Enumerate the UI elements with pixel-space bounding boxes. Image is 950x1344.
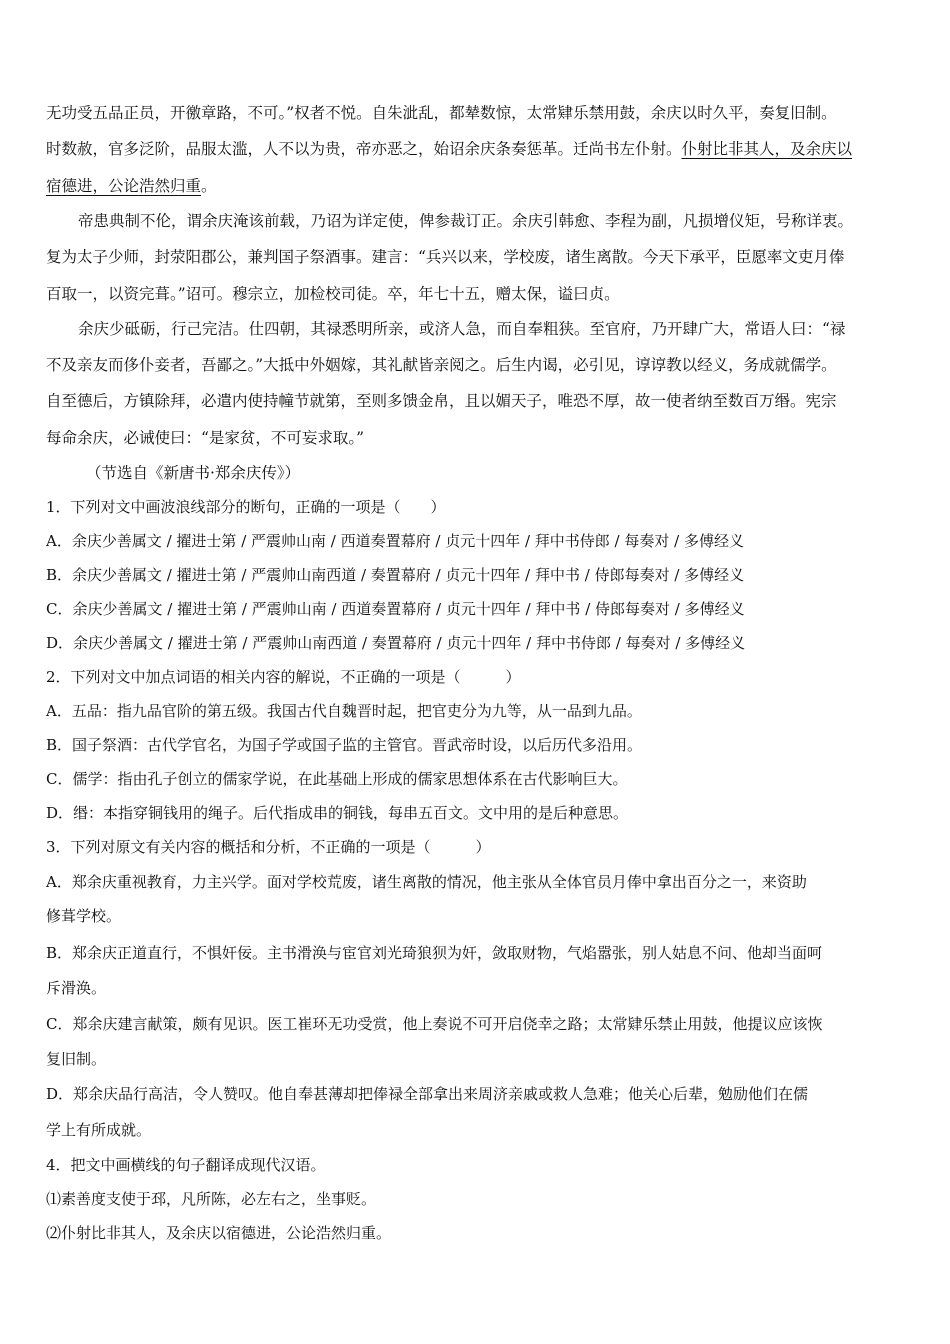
- question-option: D．郑余庆品行高洁，令人赞叹。他自奉甚薄却把俸禄全部拿出来周济亲戚或救人急难；他关心后辈，勉励他们在儒: [46, 1085, 809, 1103]
- question-option-continued: 修葺学校。: [46, 907, 122, 925]
- passage-line: 百取一，以资完葺。”诏可。穆宗立，加检校司徒。卒，年七十五，赠太保，谥曰贞。: [46, 285, 620, 303]
- passage-line: 自至德后，方镇除拜，必遣内使持幢节就第，至则多馈金帛，且以媚天子，唯恐不厚，故一使者纳至数百万缗。宪宗: [46, 392, 837, 410]
- question-stem: 1．下列对文中画波浪线部分的断句，正确的一项是（ ）: [46, 498, 446, 516]
- underlined-sentence: 仆射比非其人，及余庆以: [681, 140, 853, 158]
- passage-line: [46, 175, 910, 197]
- passage-line: 无功受五品正员，开徼章路，不可。”权者不悦。自朱泚乱，都辇数惊，太常肄乐禁用鼓，余庆以时久平，奏复旧制。: [46, 104, 837, 122]
- translation-sentence: ⑴素善度支使于邳，凡所陈，必左右之，坐事贬。: [46, 1190, 377, 1208]
- question-stem: 3．下列对原文有关内容的概括和分析，不正确的一项是（ ）: [46, 838, 491, 856]
- question-option: A．五品：指九品官阶的第五级。我国古代自魏晋时起，把官吏分为九等，从一品到九品。: [46, 702, 642, 720]
- question-option: A．郑余庆重视教育，力主兴学。面对学校荒废，诸生离散的情况，他主张从全体官员月俸中拿出百分之一，来资助: [46, 873, 807, 891]
- passage-line: 复为太子少师，封荥阳郡公，兼判国子祭酒事。建言：“兵兴以来，学校废，诸生离散。今天下承平，臣愿率文吏月俸: [46, 248, 845, 266]
- question-option: C．郑余庆建言献策，颇有见识。医工崔环无功受赏，他上奏说不可开启侥幸之路；太常肄乐禁止用鼓，他提议应该恢: [46, 1015, 823, 1033]
- passage-text: 时数赦，官多泛阶，品服太滥，人不以为贵，帝亦恶之，始诏余庆条奏惩革。迁尚书左仆射。: [46, 140, 682, 158]
- question-option: B．余庆少善属文 / 擢进士第 / 严震帅山南西道 / 奏置幕府 / 贞元十四年 / 拜中书 / 侍郎每奏对 / 多傅经义: [46, 566, 745, 584]
- passage-source: （节选自《新唐书·郑余庆传》）: [86, 464, 301, 482]
- question-option-continued: 斥滑涣。: [46, 979, 107, 997]
- passage-line: 帝患典制不伦，谓余庆淹该前载，乃诏为详定使，俾参裁订正。余庆引韩愈、李程为副，凡损增仪矩，号称详衷。: [78, 212, 854, 230]
- question-option: B．国子祭酒：古代学官名，为国子学或国子监的主管官。晋武帝时设，以后历代多沿用。: [46, 736, 643, 754]
- passage-line: 余庆少砥砺，行己完洁。仕四朝，其禄悉明所亲，或济人急，而自奉粗狭。至官府，乃开肆广大，常语人曰：“禄: [78, 320, 846, 338]
- question-option: D．缗：本指穿铜钱用的绳子。后代指成串的铜钱，每串五百文。文中用的是后种意思。: [46, 804, 629, 822]
- question-option: B．郑余庆正道直行，不惧奸佞。主书滑涣与宦官刘光琦狼狈为奸，敛取财物，气焰嚣张，别人姑息不问、他却当面呵: [46, 944, 823, 962]
- question-stem: 2．下列对文中加点词语的相关内容的解说，不正确的一项是（ ）: [46, 668, 521, 686]
- passage-line: 不及亲友而侈仆妾者，吾鄙之。”大抵中外姻嫁，其礼献皆亲阅之。后生内谒，必引见，谆谆教以经义，务成就儒学。: [46, 356, 837, 374]
- question-option-continued: 复旧制。: [46, 1050, 107, 1068]
- question-option: C．余庆少善属文 / 擢进士第 / 严震帅山南 / 西道奏置幕府 / 贞元十四年 / 拜中书 / 侍郎每奏对 / 多傅经义: [46, 600, 745, 618]
- question-option: D．余庆少善属文 / 擢进士第 / 严震帅山南西道 / 奏置幕府 / 贞元十四年 / 拜中书侍郎 / 每奏对 / 多傅经义: [46, 634, 746, 652]
- passage-line: 每命余庆，必诫使曰：“是家贫，不可妄求取。”: [46, 429, 365, 447]
- translation-sentence: ⑵仆射比非其人，及余庆以宿德进，公论浩然归重。: [46, 1224, 392, 1242]
- passage-text: 。: [201, 177, 217, 195]
- passage-line: [46, 138, 910, 160]
- question-stem: 4．把文中画横线的句子翻译成现代汉语。: [46, 1156, 326, 1174]
- underlined-sentence: 宿德进，公论浩然归重: [46, 177, 202, 195]
- question-option: C．儒学：指由孔子创立的儒家学说，在此基础上形成的儒家思想体系在古代影响巨大。: [46, 770, 628, 788]
- question-option-continued: 学上有所成就。: [46, 1121, 152, 1139]
- question-option: A．余庆少善属文 / 擢进士第 / 严震帅山南 / 西道奏置幕府 / 贞元十四年 / 拜中书侍郎 / 每奏对 / 多傅经义: [46, 532, 744, 550]
